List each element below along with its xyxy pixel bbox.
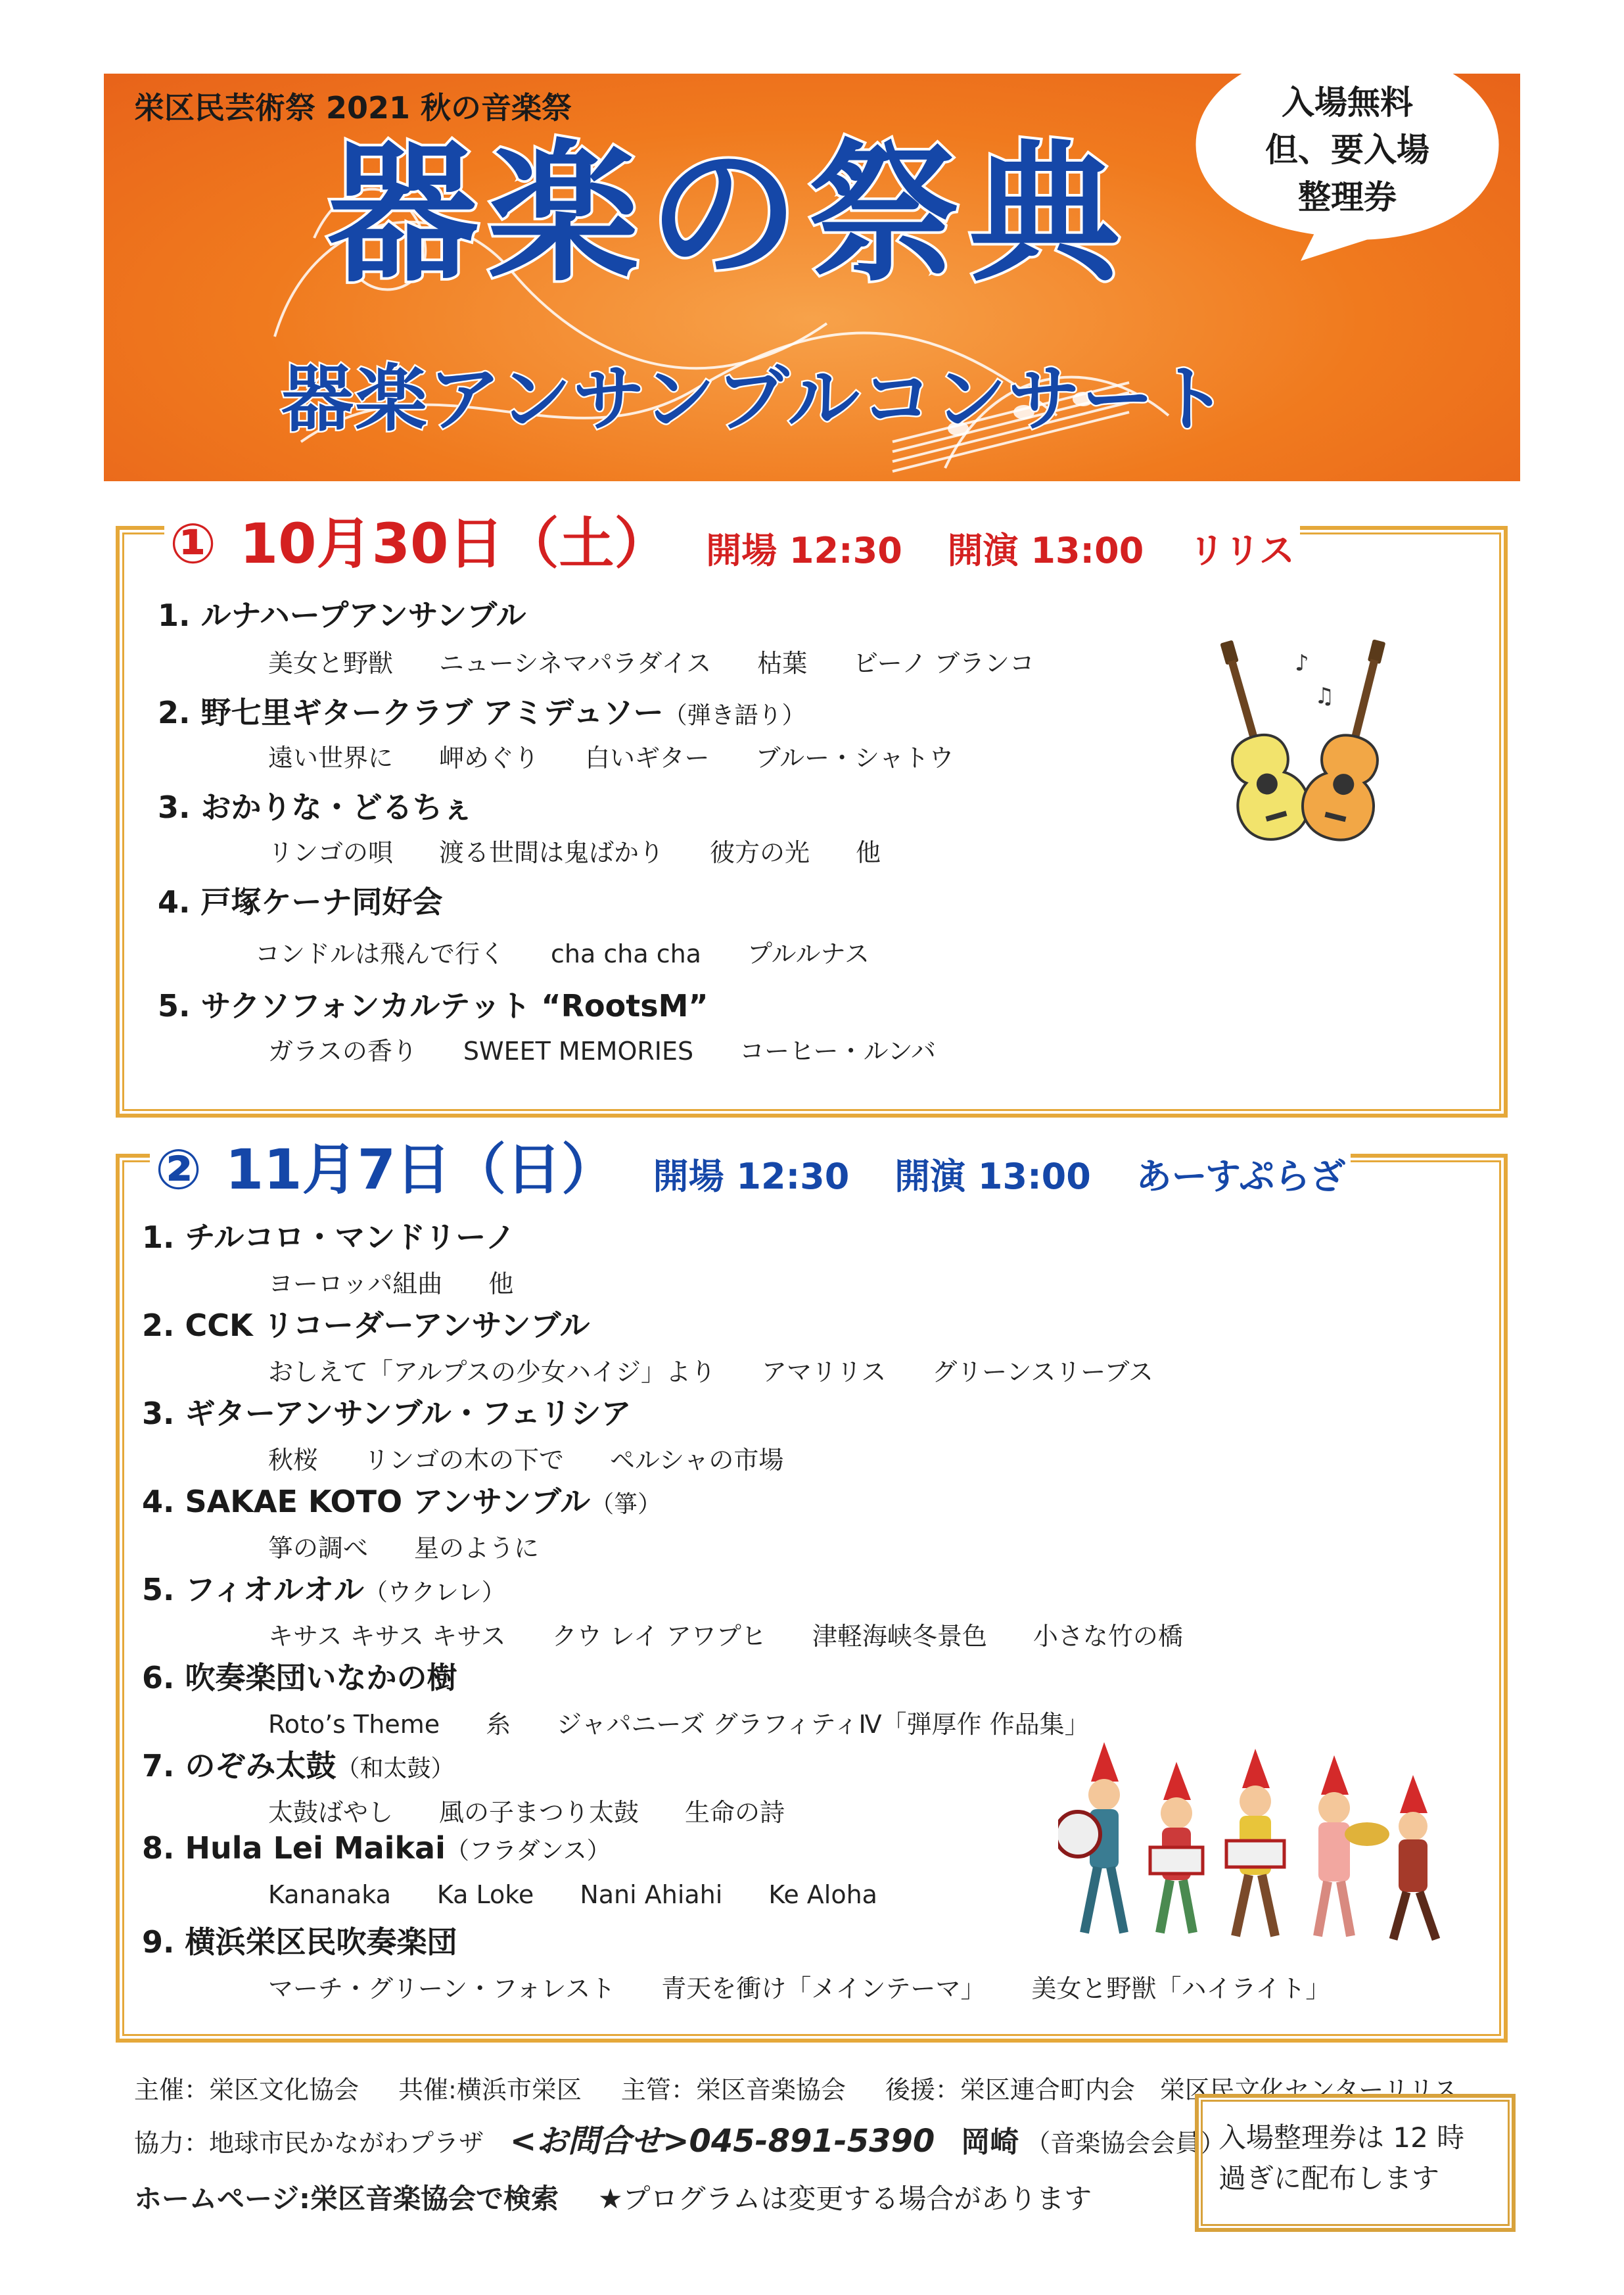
song: ジャパニーズ グラフィティⅣ「弾厚作 作品集」 bbox=[557, 1710, 1090, 1739]
song: 小さな竹の橋 bbox=[1032, 1622, 1183, 1651]
concert2-start: 開演 13:00 bbox=[894, 1156, 1091, 1197]
band-member-snare-icon bbox=[1150, 1762, 1203, 1933]
concert2-date: 11月7日（日） bbox=[225, 1137, 617, 1202]
cooperation: 協力：地球市民かながわプラザ bbox=[134, 2129, 484, 2158]
song-list bbox=[268, 832, 927, 868]
program-item bbox=[142, 1390, 631, 1433]
song: 秋桜 bbox=[268, 1446, 319, 1475]
song-list bbox=[255, 934, 916, 970]
band-member-drum-icon bbox=[1226, 1749, 1284, 1936]
program-item bbox=[142, 1654, 457, 1697]
song-list bbox=[268, 1616, 1229, 1652]
song: ビーノ ブランコ bbox=[853, 649, 1035, 678]
song: 青天を衝け「メインテーマ」 bbox=[661, 1974, 986, 2003]
contact-phone: <お問合せ>045-891-5390 bbox=[510, 2123, 935, 2160]
concert2-venue: あーすぷらざ bbox=[1136, 1156, 1346, 1197]
song: 他 bbox=[488, 1269, 514, 1298]
song: Nani Ahiahi bbox=[580, 1880, 723, 1909]
concert1-date: 10月30日（土） bbox=[239, 511, 670, 576]
song-list bbox=[268, 1031, 982, 1067]
svg-text:♪: ♪ bbox=[1295, 650, 1309, 676]
song: 渡る世間は鬼ばかり bbox=[439, 838, 664, 867]
song: 風の子まつり太鼓 bbox=[439, 1798, 639, 1827]
item-title: 4. SAKAE KOTO アンサンブル bbox=[142, 1484, 591, 1519]
song: 津軽海峡冬景色 bbox=[812, 1622, 987, 1651]
song-list bbox=[268, 1792, 831, 1828]
band-member-drummer-icon bbox=[1058, 1742, 1124, 1933]
song: ヨーロッパ組曲 bbox=[268, 1269, 443, 1298]
item-title: 3. おかりな・どるちぇ bbox=[158, 790, 473, 825]
contact-note: （音楽協会会員） bbox=[1025, 2129, 1226, 2158]
program-item bbox=[158, 982, 708, 1026]
item-note: （弾き語り） bbox=[663, 702, 806, 729]
bubble-line: 但、要入場 bbox=[1265, 131, 1429, 169]
song: 箏の調べ bbox=[268, 1534, 369, 1563]
item-title: 6. 吹奏楽団いなかの樹 bbox=[142, 1660, 457, 1695]
guitars-illustration bbox=[1196, 631, 1413, 848]
song: クウ レイ アワプヒ bbox=[551, 1622, 766, 1651]
song-list bbox=[268, 1352, 1199, 1388]
item-title: 2. 野七里ギタークラブ アミデュソー bbox=[158, 695, 664, 730]
song: 枯葉 bbox=[757, 649, 808, 678]
program-item bbox=[142, 1742, 455, 1786]
song-list bbox=[268, 1704, 1136, 1740]
contact-person: 岡崎 bbox=[961, 2125, 1019, 2159]
marching-band-illustration bbox=[1058, 1736, 1466, 1952]
guitar-right-icon bbox=[1295, 632, 1413, 847]
festival-name: 栄区民芸術祭 2021 秋の音楽祭 bbox=[134, 90, 572, 126]
item-note: （ウクレレ） bbox=[363, 1579, 505, 1606]
program-item bbox=[142, 1918, 457, 1962]
song: Roto’s Theme bbox=[268, 1710, 440, 1739]
song: ニューシネマパラダイス bbox=[439, 649, 712, 678]
program-item bbox=[142, 1566, 505, 1609]
song: プルルナス bbox=[747, 939, 870, 968]
ticket-distribution-box bbox=[1195, 2094, 1516, 2232]
item-title: 1. チルコロ・マンドリーノ bbox=[142, 1219, 516, 1255]
program-change-note: ★プログラムは変更する場合があります bbox=[597, 2183, 1092, 2215]
item-title: 8. Hula Lei Maikai bbox=[142, 1830, 446, 1866]
bubble-line: 整理券 bbox=[1298, 178, 1397, 216]
concert2-open: 開場 12:30 bbox=[653, 1156, 850, 1197]
free-admission-note bbox=[1229, 79, 1466, 221]
song: コーヒー・ルンバ bbox=[739, 1037, 936, 1066]
homepage-line bbox=[134, 2177, 1131, 2217]
main-title: 器楽の祭典 bbox=[327, 127, 1130, 302]
item-title: 7. のぞみ太鼓 bbox=[142, 1748, 336, 1784]
song: 白いギター bbox=[585, 744, 710, 772]
concert2-heading bbox=[150, 1125, 1351, 1205]
song: Ke Aloha bbox=[768, 1880, 877, 1909]
item-title: 9. 横浜栄区民吹奏楽団 bbox=[142, 1924, 457, 1960]
homepage-note: ホームページ:栄区音楽協会で検索 bbox=[134, 2183, 559, 2215]
program-item bbox=[158, 592, 526, 635]
program-item bbox=[158, 878, 443, 922]
song: Kananaka bbox=[268, 1880, 391, 1909]
song-list bbox=[268, 1968, 1376, 2004]
item-note: （和太鼓） bbox=[336, 1755, 455, 1782]
song: キサス キサス キサス bbox=[268, 1622, 506, 1651]
song: 星のように bbox=[414, 1534, 540, 1563]
song: Ka Loke bbox=[436, 1880, 534, 1909]
item-title: 4. 戸塚ケーナ同好会 bbox=[158, 884, 443, 920]
ticket-line: 過ぎに配布します bbox=[1218, 2162, 1440, 2194]
song: 遠い世界に bbox=[268, 744, 394, 772]
item-title: 1. ルナハープアンサンブル bbox=[158, 598, 526, 633]
program-item bbox=[142, 1302, 590, 1345]
concert1-number: ① bbox=[170, 511, 217, 576]
song: グリーンスリーブス bbox=[932, 1358, 1153, 1386]
song-list bbox=[268, 1440, 829, 1476]
song-list bbox=[268, 1880, 923, 1909]
ticket-line: 入場整理券は 12 時 bbox=[1218, 2121, 1465, 2154]
song: 美女と野獣 bbox=[268, 649, 394, 678]
program-item bbox=[142, 1478, 661, 1521]
song-list bbox=[268, 1264, 559, 1300]
management: 主管：栄区音楽協会 bbox=[620, 2075, 846, 2104]
song: ガラスの香り bbox=[268, 1037, 417, 1066]
song-list bbox=[268, 1528, 585, 1564]
song: リンゴの唄 bbox=[268, 838, 394, 867]
item-title: 2. CCK リコーダーアンサンブル bbox=[142, 1308, 590, 1343]
svg-text:♫: ♫ bbox=[1314, 683, 1335, 709]
supporters: 後援：栄区連合町内会 栄区民文化センターリリス bbox=[885, 2075, 1458, 2104]
song: ブルー・シャトウ bbox=[755, 744, 954, 772]
song: リンゴの木の下で bbox=[364, 1446, 565, 1475]
song: 糸 bbox=[486, 1710, 511, 1739]
song: 彼方の光 bbox=[710, 838, 810, 867]
program-item bbox=[158, 689, 806, 732]
song: コンドルは飛んで行く bbox=[255, 939, 505, 968]
program-item bbox=[158, 784, 473, 827]
organizer: 主催：栄区文化協会 bbox=[134, 2075, 360, 2104]
song: 他 bbox=[856, 838, 881, 867]
band-member-trumpet-icon bbox=[1393, 1775, 1436, 1939]
song: おしえて「アルプスの少女ハイジ」より bbox=[268, 1358, 716, 1386]
bubble-line: 入場無料 bbox=[1282, 83, 1413, 122]
item-title: 5. フィオルオル bbox=[142, 1572, 364, 1607]
program-item bbox=[142, 1830, 611, 1866]
item-note: （フラダンス） bbox=[445, 1837, 611, 1864]
co-organizer: 共催:横浜市栄区 bbox=[398, 2075, 582, 2104]
item-title: 3. ギターアンサンブル・フェリシア bbox=[142, 1396, 632, 1431]
song: 太鼓ばやし bbox=[268, 1798, 394, 1827]
band-member-cymbal-icon bbox=[1318, 1755, 1389, 1936]
subtitle: 器楽アンサンブルコンサート bbox=[281, 357, 1229, 441]
item-note: （箏） bbox=[590, 1491, 662, 1518]
song: アマリリス bbox=[761, 1358, 887, 1386]
contact-line bbox=[134, 2116, 1225, 2161]
concert1-open: 開場 12:30 bbox=[706, 530, 902, 571]
song: ペルシャの市場 bbox=[610, 1446, 784, 1475]
concert1-venue: リリス bbox=[1189, 530, 1295, 571]
song: cha cha cha bbox=[551, 939, 701, 968]
song: 生命の詩 bbox=[685, 1798, 785, 1827]
concert2-number: ② bbox=[155, 1137, 202, 1202]
song: 美女と野獣「ハイライト」 bbox=[1031, 1974, 1331, 2003]
song-list bbox=[268, 643, 1080, 679]
concert1-heading bbox=[164, 500, 1300, 579]
concert1-start: 開演 13:00 bbox=[947, 530, 1144, 571]
song: 岬めぐり bbox=[439, 744, 540, 772]
item-title: 5. サクソフォンカルテット “RootsM” bbox=[158, 988, 708, 1024]
song: マーチ・グリーン・フォレスト bbox=[268, 1974, 616, 2003]
song: SWEET MEMORIES bbox=[463, 1037, 694, 1066]
song-list bbox=[268, 738, 1000, 774]
program-item bbox=[142, 1214, 515, 1257]
